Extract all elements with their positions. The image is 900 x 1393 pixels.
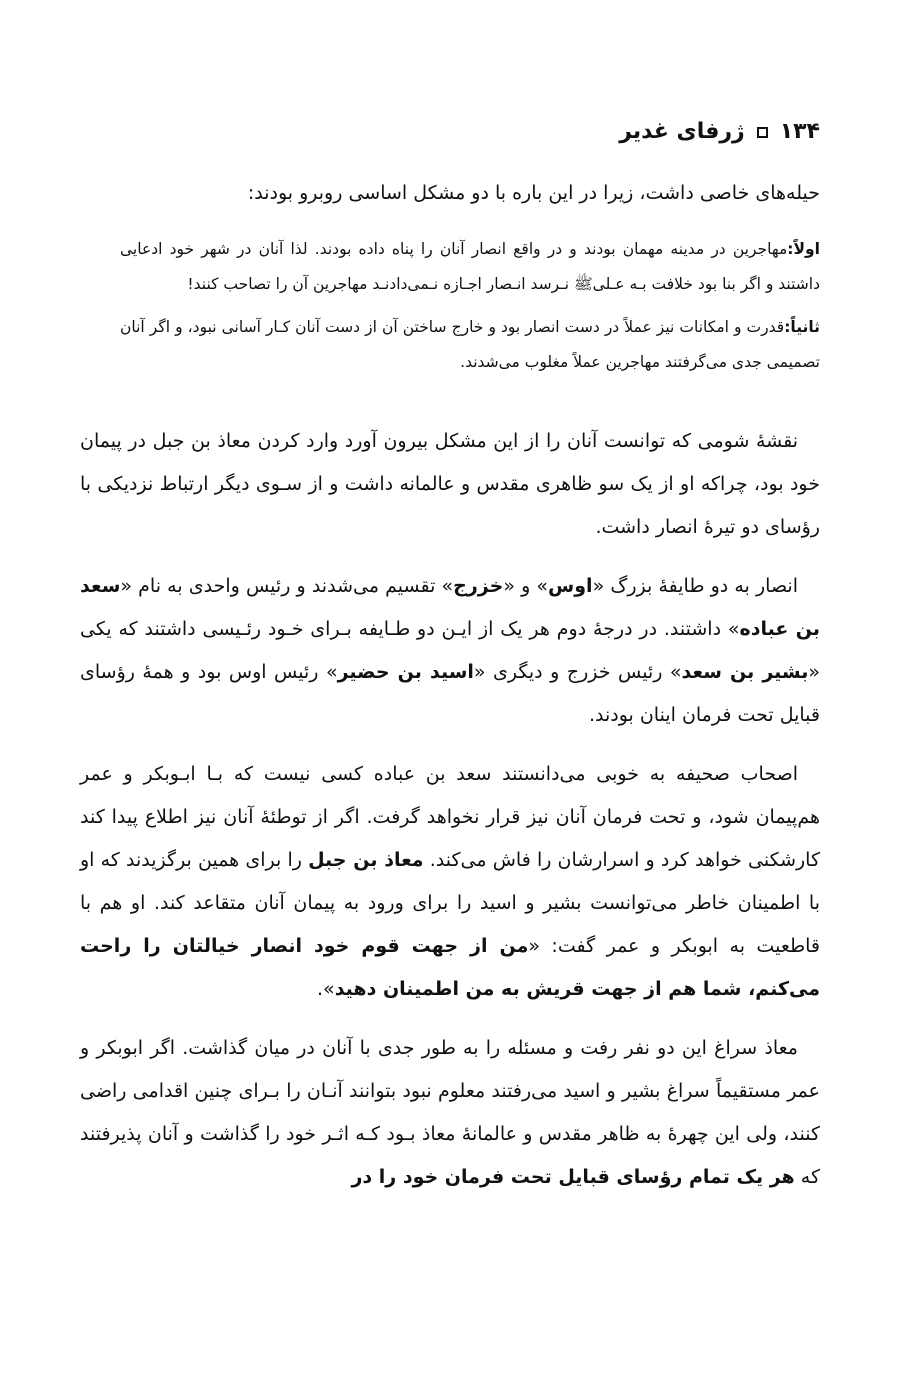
text-run: » داشتند. در درجهٔ دوم هر یک از ایـن دو طـایفه بـرای خـود رئـیسی داشتند که یکی « [80,618,820,683]
text-run: » و « [503,575,549,597]
footnote-second [80,310,820,380]
page-number: ۱۳۴ [779,119,820,144]
note-text: قدرت و امکانات نیز عملاً در دست انصار بود و خارج ساختن آن از دست آنان کـار آسانی نبود، و اگر آنان تصمیمی جدی می‌گرفتند مهاجرین عملاً مغلوب می‌شدند. [120,318,820,371]
text-run: ». [317,978,335,1000]
paragraph-ansar-tribes [80,565,820,737]
page-body [80,172,820,1199]
lead-line: حیله‌های خاصی داشت، زیرا در این باره با دو مشکل اساسی روبرو بودند: [247,182,820,204]
bold-term: هر یک تمام رؤسای قبایل تحت فرمان خود را در [351,1166,795,1188]
bold-term: اوس [548,575,593,597]
note-label: اولاً: [787,240,820,258]
text-run: معاذ سراغ این دو نفر رفت و مسئله را به طور جدی با آنان در میان گذاشت. اگر ابوبکر و عمر مستقیماً سراغ بشیر و اسید می‌رفتند معلوم نبود بتوانند آنـان را بـرای چنین اقدامی راضی کنند، ولی این چهرهٔ به ظاهر مقدس و عالمانهٔ معاذ بـود کـه اثـر خود را گذاشت و آنان پذیرفتند که [80,1037,820,1188]
text-run: » تقسیم می‌شدند و رئیس واحدی به نام « [120,575,454,597]
note-label: ثانیاً: [784,318,820,336]
bold-term: خزرج [453,575,504,597]
text-run: اصحاب صحیفه به خوبی می‌دانستند سعد بن عباده کسی نیست که بـا ابـوبکر و عمر هم‌پیمان شود، و تحت فرمان آنان نیز قرار نخواهد گرفت. اگر از توطئهٔ آنان نیز اطلاع پیدا کند کارشکنی خواهد کرد و اسرارشان را فاش می‌کند. [80,763,820,871]
bold-term: سعد بن عباده [80,575,821,640]
square-separator-icon [757,127,768,138]
bold-quote: من از جهت قوم خود انصار خیالتان را راحت می‌کنم، شما هم از جهت قریش به من اطمینان دهید [80,935,820,1000]
paragraph-sahifa-companions [80,753,820,1011]
text-run: را برای همین برگزیدند که او با اطمینان خاطر می‌توانست بشیر و اسید را برای ورود به پیمان آنان متقاعد کند. او هم با قاطعیت به ابوبکر و عمر گفت: « [80,849,820,957]
bold-term: اسید بن حضیر [337,661,474,683]
bold-term: بشیر بن سعد [681,661,809,683]
text-run: انصار به دو طایفهٔ بزرگ « [592,575,798,597]
note-text: مهاجرین در مدینه مهمان بودند و در واقع انصار آنان را پناه داده بودند. لذا آنان در شهر خود ادعایی داشتند و اگر بنا بود خلافت بـه عـلی‌ﷺ نـرسد انـصار اجـازه نـمی‌دادنـد مهاجرین آن را تصاحب کنند! [120,240,820,293]
book-title: ژرفای غدیر [619,119,745,144]
text-run: » رئیس اوس بود و همهٔ رؤسای قبایل تحت فرمان اینان بودند. [80,661,820,726]
page-header [619,118,820,146]
paragraph-muadh-visit [80,1027,820,1199]
paragraph-muadh-plan: نقشهٔ شومی که توانست آنان را از این مشکل بیرون آورد وارد کردن معاذ بن جبل در پیمان خود بود، چراکه او از یک سو ظاهری مقدس و عالمانه داشت و از سـوی دیگر ارتباط نزدیکی با رؤسای دو تیرهٔ انصار داشت. [80,430,820,538]
footnote-first [80,232,820,302]
text-run: » رئیس خزرج و دیگری « [473,661,682,683]
bold-term: معاذ بن جبل [308,849,424,871]
